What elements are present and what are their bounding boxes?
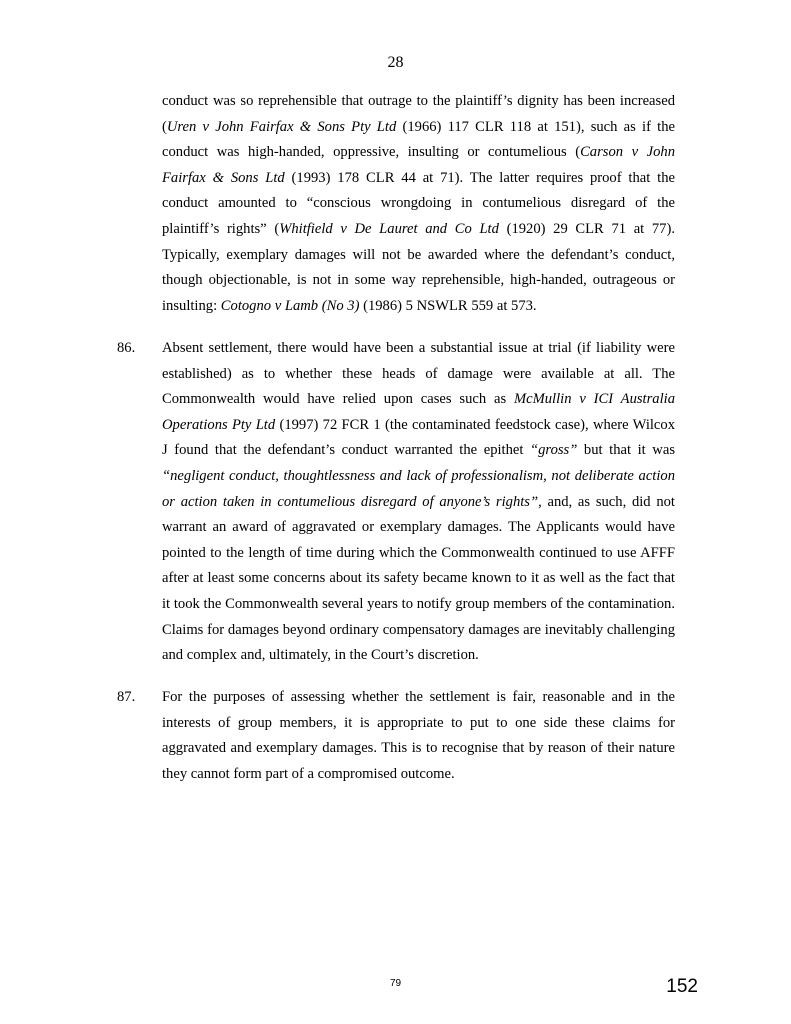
text-segment: (1986) 5 NSWLR 559 at 573. bbox=[359, 297, 537, 314]
paragraph-number-86: 86. bbox=[117, 340, 136, 356]
text-segment: (1997) 72 FCR 1 (the contaminated feedstock case), where Wilcox J found that the defendant’s conduct warranted the epithet bbox=[162, 416, 675, 459]
case-citation: Whitfield v De Lauret and Co Ltd bbox=[279, 220, 499, 237]
paragraph-number-87: 87. bbox=[117, 689, 136, 705]
case-citation: Carson v John Fairfax & Sons Ltd bbox=[162, 144, 675, 186]
text-segment: (1920) 29 CLR 71 at 77). Typically, exemplary damages will not be awarded where the defendant’s conduct, though objectionable, is not in some way reprehensible, high-handed, outrageous or insulting: bbox=[162, 220, 675, 314]
text-segment: (1966) 117 CLR 118 at 151), such as if the conduct was high-handed, oppressive, insulting or contumelious ( bbox=[162, 118, 675, 161]
text-segment: and, as such, did not warrant an award of aggravated or exemplary damages. The Applicants would have pointed to the length of time during which the Commonwealth continued to use AFFF after at least some concerns about its safety became known to it as well as the fact that it took the Commonwealth several years to notify group members of the contamination. Claims for damages beyond ordinary compensatory damages are inevitably challenging and complex and, ultimately, in the Court’s discretion. bbox=[162, 493, 675, 664]
text-segment: conduct was so reprehensible that outrage to the plaintiff’s dignity has been increased ( bbox=[162, 93, 675, 135]
footer-document-page: 152 bbox=[666, 976, 698, 997]
case-citation: Cotogno v Lamb (No 3) bbox=[220, 297, 360, 314]
page-number: 28 bbox=[387, 54, 404, 71]
text-segment: (1993) 178 CLR 44 at 71). The latter requires proof that the conduct amounted to “conscious wrongdoing in contumelious disregard of the plaintiff’s rights” ( bbox=[162, 169, 675, 237]
continuation-paragraph bbox=[162, 89, 675, 319]
text-segment: but that it was bbox=[577, 442, 676, 459]
case-citation: McMullin v ICI Australia Operations Pty Ltd bbox=[162, 391, 675, 433]
quotation: “gross” bbox=[530, 442, 578, 459]
footer-page-number: 79 bbox=[389, 978, 402, 989]
paragraph-86 bbox=[162, 336, 675, 669]
paragraph-87: For the purposes of assessing whether the settlement is fair, reasonable and in the interests of group members, it is appropriate to put to one side these claims for aggravated and exemplary damages. This is to recognise that by reason of their nature they cannot form part of a compromised outcome. bbox=[162, 689, 675, 782]
text-segment: Absent settlement, there would have been a substantial issue at trial (if liability were established) as to whether these heads of damage were available at all. The Commonwealth would have relied upon cases such as bbox=[162, 340, 675, 408]
quotation: “negligent conduct, thoughtlessness and lack of professionalism, not deliberate action or action taken in contumelious disregard of anyone’s rights”, bbox=[162, 467, 675, 510]
case-citation: Uren v John Fairfax & Sons Pty Ltd bbox=[166, 118, 397, 135]
